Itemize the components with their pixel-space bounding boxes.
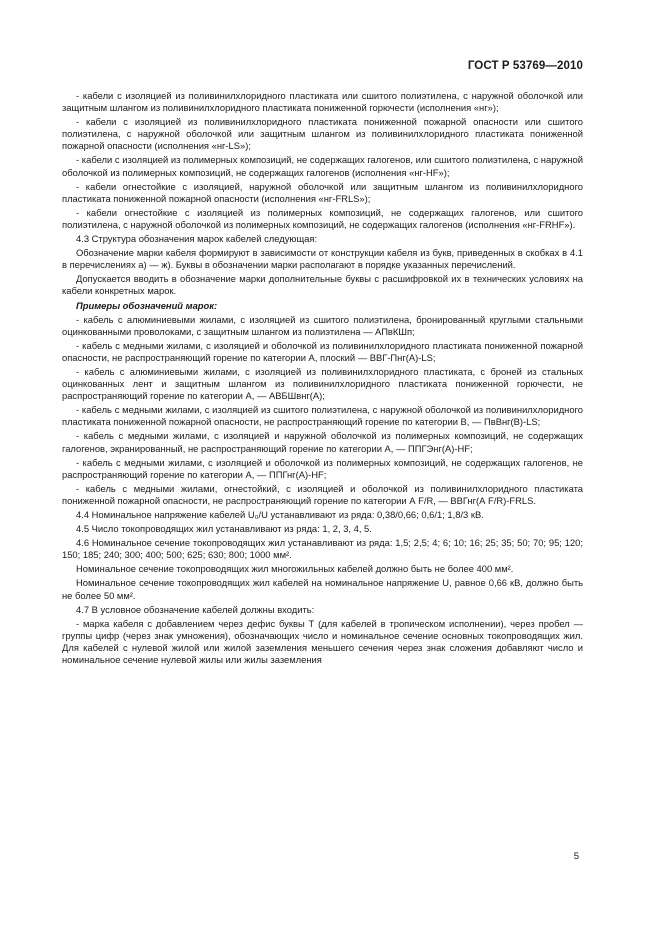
section-4-3: 4.3 Структура обозначения марок кабелей следующая:	[76, 233, 318, 245]
paragraph: Номинальное сечение токопроводящих жил многожильных кабелей должно быть не более 400 мм².	[76, 563, 514, 575]
paragraph: Номинальное сечение токопроводящих жил кабелей на номинальное напряжение U, равное 0,66 кВ, должно быть не более 50 мм².	[62, 577, 583, 601]
example-item: - кабель с медными жилами, с изоляцией и оболочкой из полимерных композиций, не содержащих галогенов, не распространяющий горение по категории А, — ППГнг(А)-HF;	[62, 456, 583, 480]
page-number: 5	[573, 851, 579, 862]
section-4-5: 4.5 Число токопроводящих жил устанавливают из ряда: 1, 2, 3, 4, 5.	[76, 523, 372, 535]
section-4-7: 4.7 В условное обозначение кабелей должны входить:	[76, 603, 315, 615]
list-item: - марка кабеля с добавлением через дефис буквы Т (для кабелей в тропическом исполнении), через пробел — группы цифр (через знак умножения), обозначающих число и номинальное сечение основных токопроводящих жил. Для кабелей с нулевой жилой или жилой заземления меньшего сечения через знак сложения добавляют число и номинальное сечение нулевой жилы или жилы заземления	[62, 617, 583, 666]
list-item: - кабели с изоляцией из поливинилхлоридного пластиката или сшитого полиэтилена, с наружной оболочкой или защитным шлангом из поливинилхлоридного пластиката пониженной горючести (исполнения «нг»);	[62, 90, 583, 114]
paragraph: Обозначение марки кабеля формируют в зависимости от конструкции кабеля из букв, приведенных в скобках в 4.1 в перечислениях а) — ж). Буквы в обозначении марки располагают в порядке указанных перечислений.	[62, 247, 583, 271]
example-item: - кабель с медными жилами, с изоляцией и оболочкой из поливинилхлоридного пластиката пониженной пожарной опасности, не распространяющий горение по категории А, плоский — ВВГ-Пнг(А)-LS;	[62, 339, 583, 363]
list-item: - кабели с изоляцией из полимерных композиций, не содержащих галогенов, или сшитого полиэтилена, с наружной оболочкой из полимерных композиций, не содержащих галогенов (исполнения «нг-HF»);	[62, 154, 583, 178]
list-item: - кабели огнестойкие с изоляцией из полимерных композиций, не содержащих галогенов, или сшитого полиэтилена, с наружной оболочкой из полимерных композиций, не содержащих галогенов (исполнения «нг-FRHF»).	[62, 206, 583, 230]
example-item: - кабель с медными жилами, с изоляцией из сшитого полиэтилена, с наружной оболочкой из поливинилхлоридного пластиката пониженной пожарной опасности, не распространяющий горение по категории В, — ПвВнг(В)-LS;	[62, 404, 583, 428]
paragraph: Допускается вводить в обозначение марки дополнительные буквы с расшифровкой их в технических условиях на кабели конкретных марок.	[62, 273, 583, 297]
example-item: - кабель с алюминиевыми жилами, с изоляцией из поливинилхлоридного пластиката, с броней из стальных оцинкованных лент и защитным шлангом из поливинилхлоридного пластиката пониженной горючести, не распространяющий горение по категории А, — АВБШвнг(А);	[62, 365, 583, 402]
example-item: - кабель с алюминиевыми жилами, с изоляцией из сшитого полиэтилена, бронированный круглыми стальными оцинкованными проволоками, с защитным шлангом из полиэтилена — АПвКШп;	[62, 313, 583, 337]
examples-heading: Примеры обозначений марок:	[76, 299, 218, 311]
example-item: - кабель с медными жилами, огнестойкий, с изоляцией и оболочкой из поливинилхлоридного пластиката пониженной пожарной опасности, не распространяющий горение по категории А F/R, — ВВГнг(А F/R)-FRLS.	[62, 482, 583, 506]
list-item: - кабели с изоляцией из поливинилхлоридного пластиката пониженной пожарной опасности или сшитого полиэтилена, с наружной оболочкой или защитным шлангом из поливинилхлоридного пластиката пониженной пожарной опасности (исполнения «нг-LS»);	[62, 116, 583, 152]
list-item: - кабели огнестойкие с изоляцией, наружной оболочкой или защитным шлангом из поливинилхлоридного пластиката пониженной пожарной опасности (исполнения «нг-FRLS»);	[62, 180, 583, 204]
example-item: - кабель с медными жилами, с изоляцией и наружной оболочкой из полимерных композиций, не содержащих галогенов, экранированный, не распространяющий горение по категории А, — ППГЭнг(А)-HF;	[62, 430, 583, 454]
section-4-4: 4.4 Номинальное напряжение кабелей U₀/U устанавливают из ряда: 0,38/0,66; 0,6/1; 1,8/3 кВ.	[76, 509, 484, 520]
document-header: ГОСТ Р 53769—2010	[467, 60, 583, 72]
document-body	[62, 90, 583, 668]
section-4-6: 4.6 Номинальное сечение токопроводящих жил устанавливают из ряда: 1,5; 2,5; 4; 6; 10; 16; 25; 35; 50; 70; 95; 120; 150; 185; 240; 300; 400; 500; 625; 630; 800; 1000 мм².	[62, 537, 583, 561]
